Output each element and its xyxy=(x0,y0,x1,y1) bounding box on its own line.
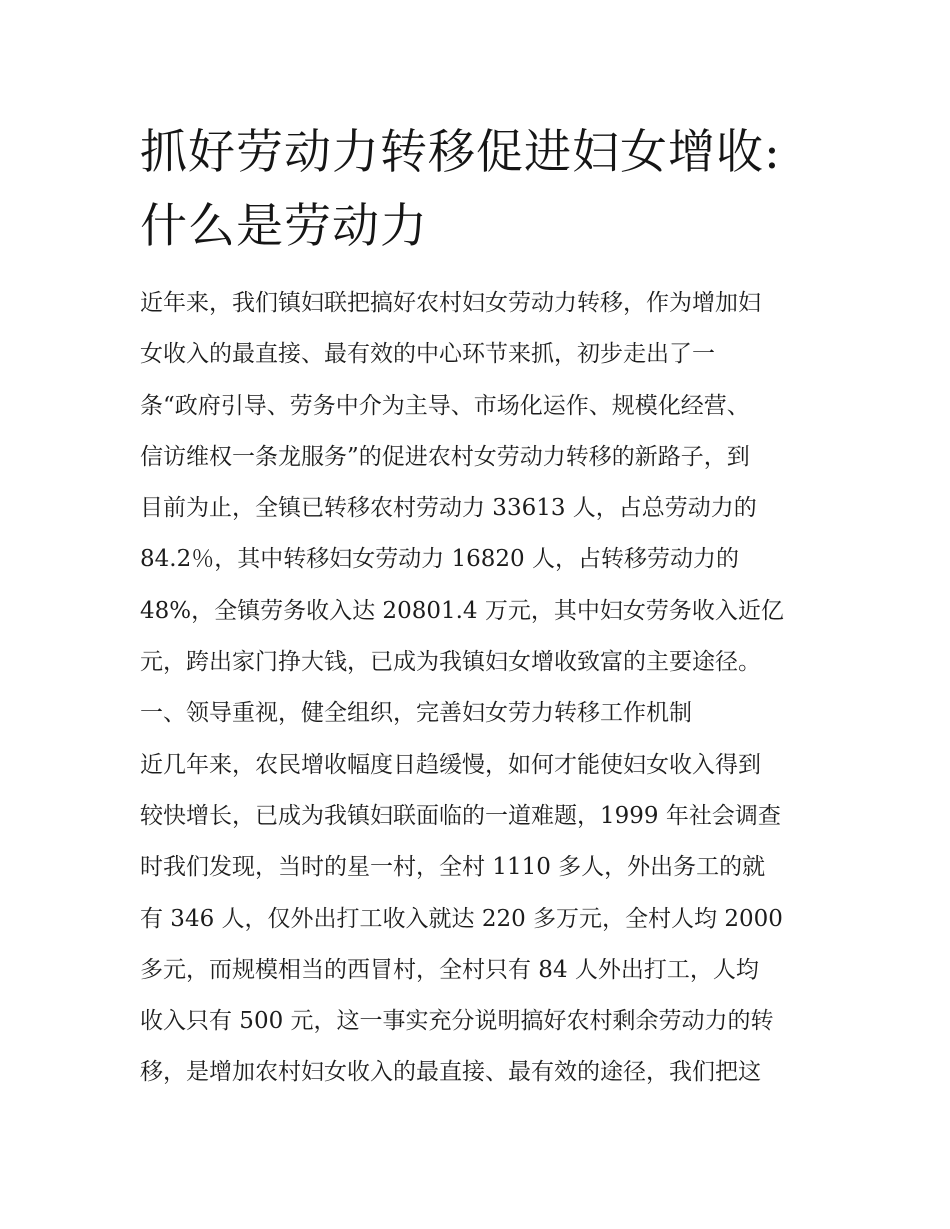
title-line: 什么是劳动力 xyxy=(140,199,428,254)
body-line: 元，跨出家门挣大钱，已成为我镇妇女增收致富的主要途径。 xyxy=(140,649,761,676)
title-line: 抓好劳动力转移促进妇女增收: xyxy=(140,125,781,180)
section-heading: 一、领导重视，健全组织，完善妇女劳力转移工作机制 xyxy=(140,700,692,727)
document-title xyxy=(140,116,830,264)
body-line: 移，是增加农村妇女收入的最直接、最有效的途径，我们把这 xyxy=(140,1059,761,1086)
body-line: 信访维权一条龙服务”的促进农村女劳动力转移的新路子，到 xyxy=(140,443,750,470)
body-line: 条“政府引导、劳务中介为主导、市场化运作、规模化经营、 xyxy=(140,392,750,419)
body-line: 84.2％，其中转移妇女劳动力 16820 人，占转移劳动力的 xyxy=(140,546,739,573)
body-line: 近年来，我们镇妇联把搞好农村妇女劳动力转移，作为增加妇 xyxy=(140,290,761,316)
body-line: 多元，而规模相当的西冒村，全村只有 84 人外出打工，人均 xyxy=(140,956,759,983)
body-line: 目前为止，全镇已转移农村劳动力 33613 人，占总劳动力的 xyxy=(140,495,757,522)
body-line: 时我们发现，当时的星一村，全村 1110 多人，外出务工的就 xyxy=(140,854,766,881)
body-line: 有 346 人，仅外出打工收入就达 220 多万元，全村人均 2000 xyxy=(140,905,783,932)
body-line: 48%，全镇劳务收入达 20801.4 万元，其中妇女劳务收入近亿 xyxy=(140,597,784,624)
body-line: 女收入的最直接、最有效的中心环节来抓，初步走出了一 xyxy=(140,341,715,368)
body-line: 收入只有 500 元，这一事实充分说明搞好农村剩余劳动力的转 xyxy=(140,1008,774,1035)
body-line: 近几年来，农民增收幅度日趋缓慢，如何才能使妇女收入得到 xyxy=(140,751,761,778)
body-line: 较快增长，已成为我镇妇联面临的一道难题，1999 年社会调查 xyxy=(140,802,781,829)
document-body xyxy=(140,278,840,1099)
